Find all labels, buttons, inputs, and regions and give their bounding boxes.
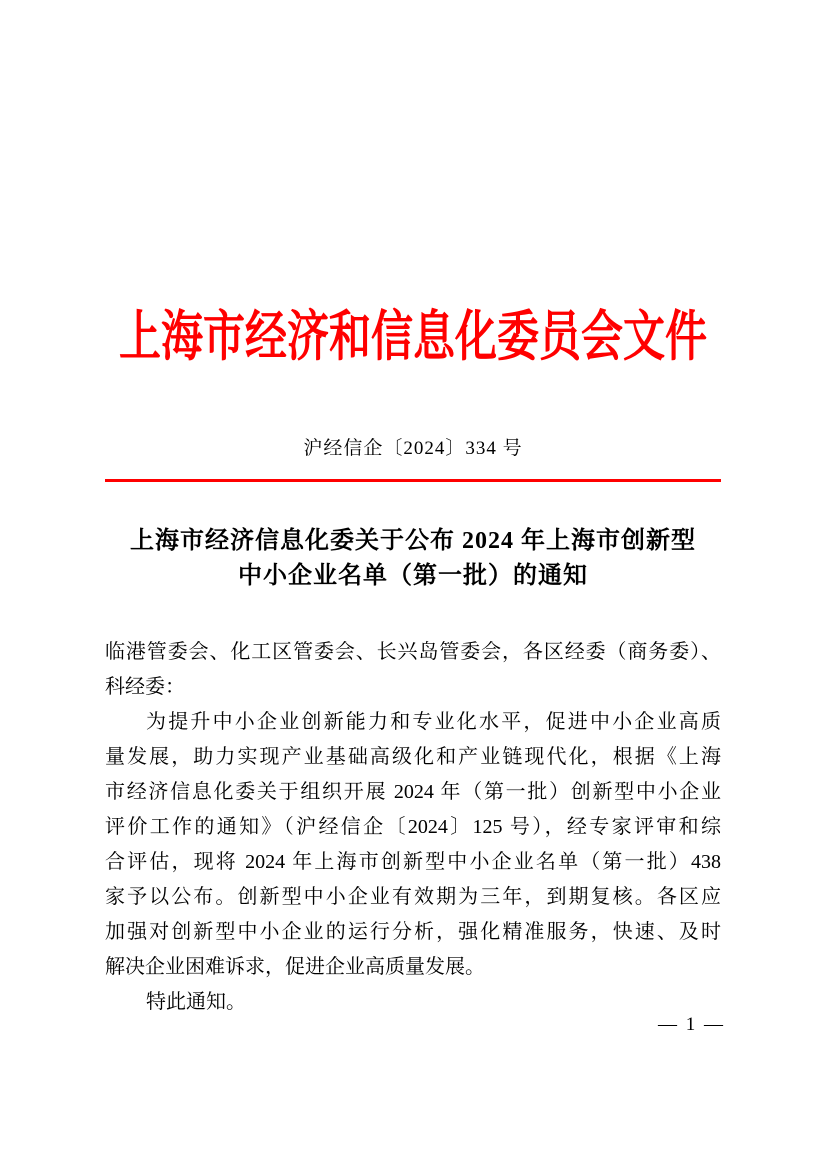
document-title-line-1: 上海市经济信息化委关于公布 2024 年上海市创新型 (130, 528, 696, 554)
document-title-line-2: 中小企业名单（第一批）的通知 (238, 563, 588, 589)
red-divider-rule (105, 479, 721, 482)
body-text-line: 为提升中小企业创新能力和专业化水平，促进中小企业高质 (146, 711, 721, 733)
agency-letterhead: 上海市经济和信息化委员会文件 (118, 308, 707, 369)
document-title (105, 524, 721, 594)
salutation-line-1: 临港管委会、化工区管委会、长兴岛管委会，各区经委（商务委）、 (105, 641, 721, 663)
body-text-line: 评价工作的通知》（沪经信企〔2024〕125 号），经专家评审和综 (105, 816, 721, 838)
salutation-line-2: 科经委： (105, 676, 185, 698)
body-text-line: 加强对创新型中小企业的运行分析，强化精准服务，快速、及时 (105, 921, 721, 943)
document-body (105, 635, 721, 1020)
page-number: — 1 — (658, 1014, 725, 1035)
body-text-line: 量发展，助力实现产业基础高级化和产业链现代化，根据《上海 (105, 746, 721, 768)
closing-line: 特此通知。 (146, 991, 246, 1013)
body-text-line: 解决企业困难诉求，促进企业高质量发展。 (105, 956, 485, 978)
document-reference-number: 沪经信企〔2024〕334 号 (303, 438, 523, 459)
body-text-line: 合评估，现将 2024 年上海市创新型中小企业名单（第一批）438 (105, 851, 721, 873)
body-text-line: 市经济信息化委关于组织开展 2024 年（第一批）创新型中小企业 (105, 781, 721, 803)
body-text-line: 家予以公布。创新型中小企业有效期为三年，到期复核。各区应 (105, 886, 721, 908)
